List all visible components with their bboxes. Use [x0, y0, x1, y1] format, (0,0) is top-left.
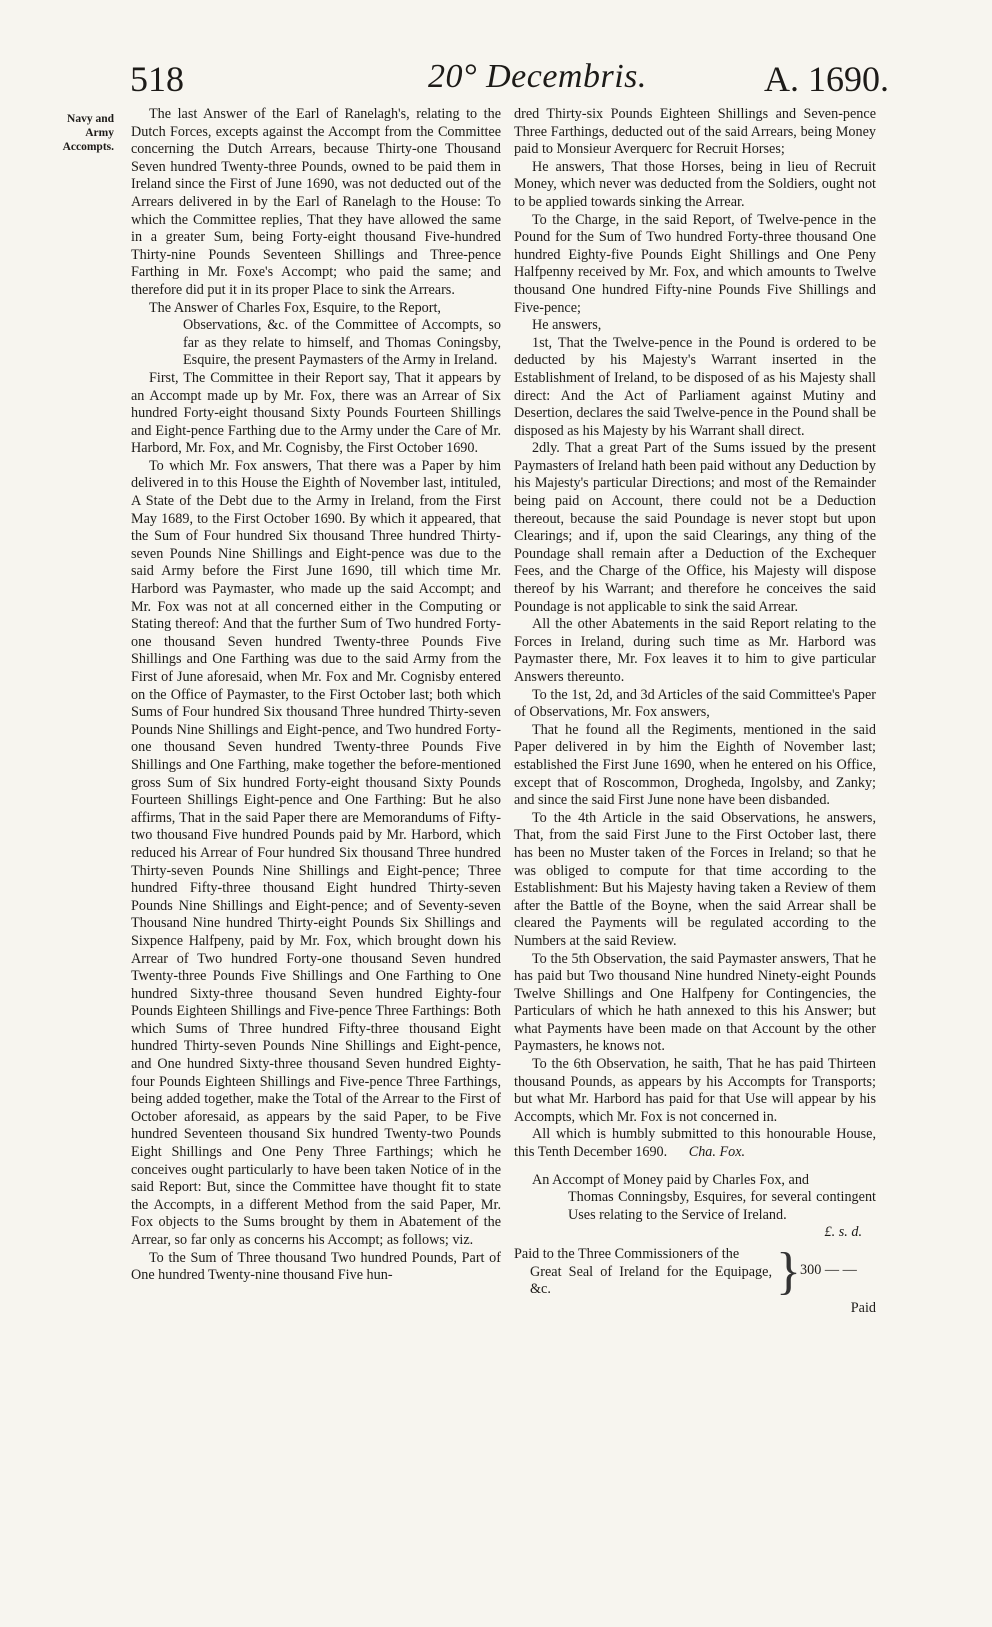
paragraph: To the 6th Observation, he saith, That he has paid Thirteen thousand Pounds, as appears by his Accompts for Transports; but what Mr. Harbord has paid for that Use will appear by his Accompts, which Mr. Fox is not concerned in. — [514, 1056, 876, 1125]
page-date: 20° Decembris. — [428, 58, 647, 95]
page-number: 518 — [130, 59, 184, 99]
account-item-description — [514, 1246, 772, 1299]
paragraph: To the 1st, 2d, and 3d Articles of the said Committee's Paper of Observations, Mr. Fox answers, — [514, 686, 876, 721]
brace-icon: } — [776, 1243, 801, 1300]
page-header — [0, 58, 992, 108]
account-item-rest: Great Seal of Ireland for the Equipage, &c. — [530, 1263, 772, 1298]
answer-heading — [131, 300, 501, 370]
paragraph: To the 5th Observation, the said Paymaster answers, That he has paid but Two thousand Nine hundred Ninety-eight Pounds Twelve Shillings and One Halfpeny for Contingencies, the Particulars of which he hath annexed to this his Answer; but what Payments have been made on that Account by the other Paymasters, he knows not. — [514, 950, 876, 1055]
closing-paragraph — [514, 1126, 876, 1161]
paragraph: To the Sum of Three thousand Two hundred Pounds, Part of One hundred Twenty-nine thousand Five hun- — [131, 1249, 501, 1284]
account-heading — [514, 1172, 876, 1225]
paragraph: 2dly. That a great Part of the Sums issued by the present Paymasters of Ireland hath been paid without any Deduction by his Majesty's particular Directions; and most of the Remainder being paid on Account, there could not be a Deduction thereout, because the said Poundage is never stopt but upon Clearings; and if, upon the said Clearings, any thing of the Poundage shall remain after a Deduction of the Exchequer Fees, and the Charge of the Office, his Majesty will dispose thereof by his Warrant; and therefore he conceives the said Poundage is not applicable to sink the said Arrear. — [514, 440, 876, 615]
paragraph: That he found all the Regiments, mentioned in the said Paper delivered in by him the Eighth of November last; established the First June 1690, when he entered on his Office, except that of Roscommon, Drogheda, Ingolsby, and Zanky; and since the said First June none have been disbanded. — [514, 721, 876, 809]
paragraph: He answers, — [532, 317, 602, 334]
answer-heading-rest: Observations, &c. of the Committee of Accompts, so far as they relate to himself, and Thomas Coningsby, Esquire, the present Paymasters of the Army in Ireland. — [183, 317, 501, 369]
paragraph: He answers, That those Horses, being in lieu of Recruit Money, which never was deducted from the Soldiers, ought not to be applied towards sinking the Arrear. — [514, 158, 876, 210]
account-item-amount: 300 — — — [800, 1262, 857, 1278]
page-year: A. 1690. — [764, 59, 889, 99]
paragraph: 1st, That the Twelve-pence in the Pound is ordered to be deducted by his Majesty's Warrant inserted in the Establishment of Ireland, to be disposed of as his Majesty shall direct: And the Act of Parliament against Mutiny and Desertion, declares the said Twelve-pence in the Pound shall be disposed as his Majesty by his Warrant shall direct. — [514, 334, 876, 439]
paragraph: All the other Abatements in the said Report relating to the Forces in Ireland, during such time as Mr. Harbord was Paymaster there, Mr. Fox leaves it to him to give particular Answers thereunto. — [514, 616, 876, 685]
account-heading-rest: Thomas Conningsby, Esquires, for several contingent Uses relating to the Service of Ireland. — [568, 1189, 876, 1223]
account-item-first: Paid to the Three Commissioners of the — [514, 1246, 740, 1262]
money-columns-header: £. s. d. — [824, 1224, 862, 1241]
answer-heading-first: The Answer of Charles Fox, Esquire, to the Report, — [149, 299, 441, 316]
right-column — [514, 106, 876, 1318]
paragraph: To the Charge, in the said Report, of Twelve-pence in the Pound for the Sum of Two hundred Forty-three thousand One hundred Eighty-five Pounds Eight Shillings and One Peny Halfpenny received by Mr. Fox, and which amounts to Twelve thousand One hundred Fifty-nine Pounds Five Shillings and Five-pence; — [514, 211, 876, 316]
paragraph: dred Thirty-six Pounds Eighteen Shillings and Seven-pence Three Farthings, deducted out of the said Arrears, being Money paid to Monsieur Averquerc for Recruit Horses; — [514, 106, 876, 158]
paragraph: To which Mr. Fox answers, That there was a Paper by him delivered in to this House the Eighth of November last, intituled, A State of the Debt due to the Army in Ireland, from the First May 1689, to the First October 1690. By which it appeared, that the Sum of Four hundred Six thousand Three hundred Thirty-seven Pounds Nine Shillings and Eight-pence was due to the said Army before the First June 1690, till which time Mr. Harbord was Paymaster, who made up the said Accompt; and Mr. Fox was not at all concerned either in the Computing or Stating thereof: And that the further Sum of Two hundred Forty-one thousand Seven hundred Twenty-three Pounds Five Shillings and One Farthing was due to the said Army from the First of June aforesaid, when Mr. Fox and Mr. Cognisby entered on the Office of Paymaster, to the First October last; both which Sums of Four hundred Six thousand Three hundred Thirty-seven Pounds Nine Shillings and Eight-pence, and Two hundred Forty-one thousand Seven hundred Twenty-three Pounds Five Shillings and One Farthing, make together the before-mentioned gross Sum of Six hundred Forty-eight thousand Sixty Pounds Fourteen Shillings Eight-pence and One Farthing: But he also affirms, That in the said Paper there are Memorandums of Fifty-two thousand Five hundred Pounds paid by Mr. Harbord, which reduced his Arrear of Four hundred Six thousand Three hundred Thirty-seven Pounds Nine Shillings and Eight-pence; Three hundred Fifty-three thousand Eight hundred Thirty-seven Pounds Nine Shillings and Eight-pence; and of Seventy-seven Thousand Nine hundred Thirty-eight Pounds Six Shillings and Sixpence Halfpeny, paid by Mr. Fox, which brought down his Arrear of Two hundred Forty-one thousand Seven hundred Twenty-three Pounds Five Shillings and One Farthing to One hundred Sixty-three thousand Seven hundred Eighty-four Pounds Eighteen Shillings and Five-pence Three Farthings: Both which Sums of Three hundred Fifty-three thousand Eight hundred Thirty-seven Pounds Nine Shillings and Eight-pence, and One hundred Sixty-three thousand Seven hundred Eighty-four Pounds Eighteen Shillings and Five-pence Three Farthings, being added together, make the Total of the Arrear to the First of October aforesaid, as appears by the said Paper, to be Five hundred Seventeen thousand Six hundred Twenty-two Pounds Eight Shillings and One Peny Three Farthings; which he conceives ought particularly to have been taken Notice of in the said Report: But, since the Committee have thought fit to state the Accompts, in a different Method from the said Paper, Mr. Fox objects to the Sums brought by them in Abatement of the Arrear, so far only as concerns his Accompt; as follows; viz. — [131, 457, 501, 1248]
signature: Cha. Fox. — [688, 1144, 746, 1161]
left-column — [131, 106, 501, 1285]
paragraph: The last Answer of the Earl of Ranelagh's, relating to the Dutch Forces, excepts against the Accompt from the Committee concerning the Dutch Arrears, because Thirty-one Thousand Seven hundred Twenty-three Pounds, owned to be paid them in Ireland since the First of June 1690, was not deducted out of the Arrears delivered in by the Earl of Ranelagh to the House: To which the Committee replies, That they have allowed the same in a greater Sum, being Forty-eight thousand Five-hundred Thirty-nine Pounds Seventeen Shillings and Three-pence Farthing in Mr. Foxe's Accompt; who paid the same; and therefore did put it in its proper Place to sink the Arrears. — [131, 106, 501, 298]
catchword: Paid — [850, 1300, 876, 1316]
account-row — [514, 1243, 876, 1300]
paragraph: First, The Committee in their Report say, That it appears by an Accompt made up by Mr. Fox, there was an Arrear of Six hundred Forty-eight thousand Sixty Pounds Fourteen Shillings and Eight-pence Farthing due to the Army under the Care of Mr. Harbord, Mr. Fox, and Mr. Cognisby, the First October 1690. — [131, 369, 501, 457]
paragraph: To the 4th Article in the said Observations, he answers, That, from the said First June to the First October last, there has been no Muster taken of the Forces in Ireland; so that he was obliged to compute for that time according to the Establishment: But his Majesty having taken a Review of them after the Battle of the Boyne, when the said Arrear shall be cleared the Payments will be regulated according to the Numbers at the said Review. — [514, 809, 876, 949]
closing-text: All which is humbly submitted to this honourable House, this Tenth December 1690. — [514, 1126, 876, 1161]
margin-note: Navy and Army Accompts. — [62, 113, 114, 153]
account-heading-first: An Accompt of Money paid by Charles Fox, and — [532, 1171, 810, 1188]
